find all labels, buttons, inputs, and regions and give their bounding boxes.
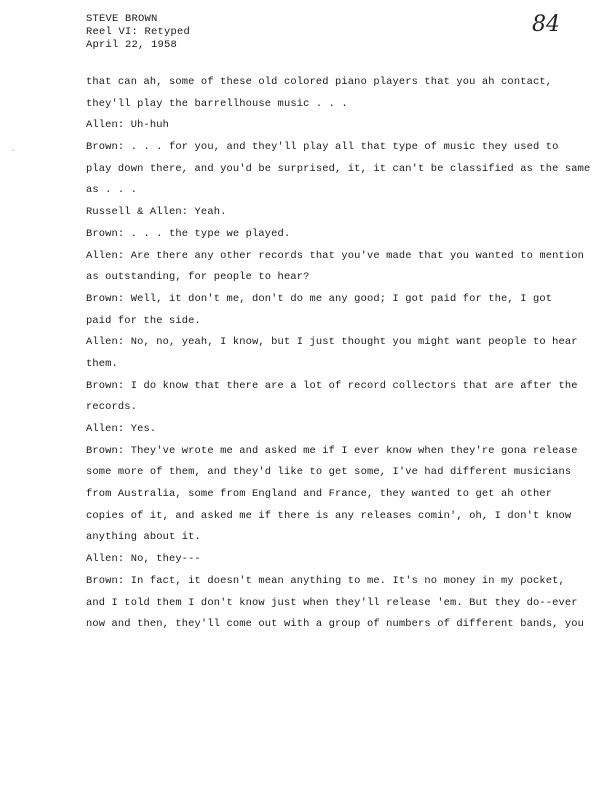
transcript-line: Brown: They've wrote me and asked me if I ever know when they're gona release: [86, 444, 578, 457]
transcript-line: Allen: Are there any other records that you've made that you wanted to mention: [86, 249, 585, 262]
transcript-line: and I told them I don't know just when they'll release 'em. But they do--ever: [86, 596, 578, 609]
header-name: STEVE BROWN: [86, 13, 158, 25]
transcript-line: Allen: No, no, yeah, I know, but I just thought you might want people to hear: [86, 336, 578, 349]
transcript-line: them.: [86, 357, 118, 370]
margin-tick: `: [10, 150, 17, 161]
page-number: 84: [532, 12, 560, 37]
transcript-line: play down there, and you'd be surprised, it, it can't be classified as the same: [86, 162, 591, 175]
document-header: [86, 13, 190, 52]
transcript-line: as outstanding, for people to hear?: [86, 271, 310, 284]
transcript-line: as . . .: [86, 184, 138, 197]
transcript-line: paid for the side.: [86, 314, 201, 327]
transcript-line: some more of them, and they'd like to get some, I've had different musicians: [86, 466, 572, 479]
transcript-line: anything about it.: [86, 531, 201, 544]
transcript-line: Brown: . . . for you, and they'll play all that type of music they used to: [86, 141, 559, 154]
header-reel: Reel VI: Retyped: [86, 26, 191, 38]
transcript-line: from Australia, some from England and France, they wanted to get ah other: [86, 488, 553, 501]
transcript-line: records.: [86, 401, 138, 414]
transcript-line: Brown: I do know that there are a lot of record collectors that are after the: [86, 379, 578, 392]
header-date: April 22, 1958: [86, 39, 178, 51]
transcript-line: Russell & Allen: Yeah.: [86, 206, 227, 219]
transcript-line: Allen: Uh-huh: [86, 119, 170, 132]
transcript-line: Allen: Yes.: [86, 423, 157, 435]
transcript-line: they'll play the barrellhouse music . . .: [86, 97, 348, 110]
transcript-line: Brown: . . . the type we played.: [86, 227, 291, 240]
transcript-line: copies of it, and asked me if there is any releases comin', oh, I don't know: [86, 509, 572, 522]
transcript-line: Brown: In fact, it doesn't mean anything to me. It's no money in my pocket,: [86, 574, 565, 587]
transcript-body: [86, 72, 591, 636]
transcript-line: Allen: No, they---: [86, 553, 201, 566]
transcript-line: that can ah, some of these old colored piano players that you ah contact,: [86, 76, 553, 88]
transcript-line: now and then, they'll come out with a group of numbers of different bands, you: [86, 618, 585, 631]
transcript-line: Brown: Well, it don't me, don't do me any good; I got paid for the, I got: [86, 292, 553, 305]
